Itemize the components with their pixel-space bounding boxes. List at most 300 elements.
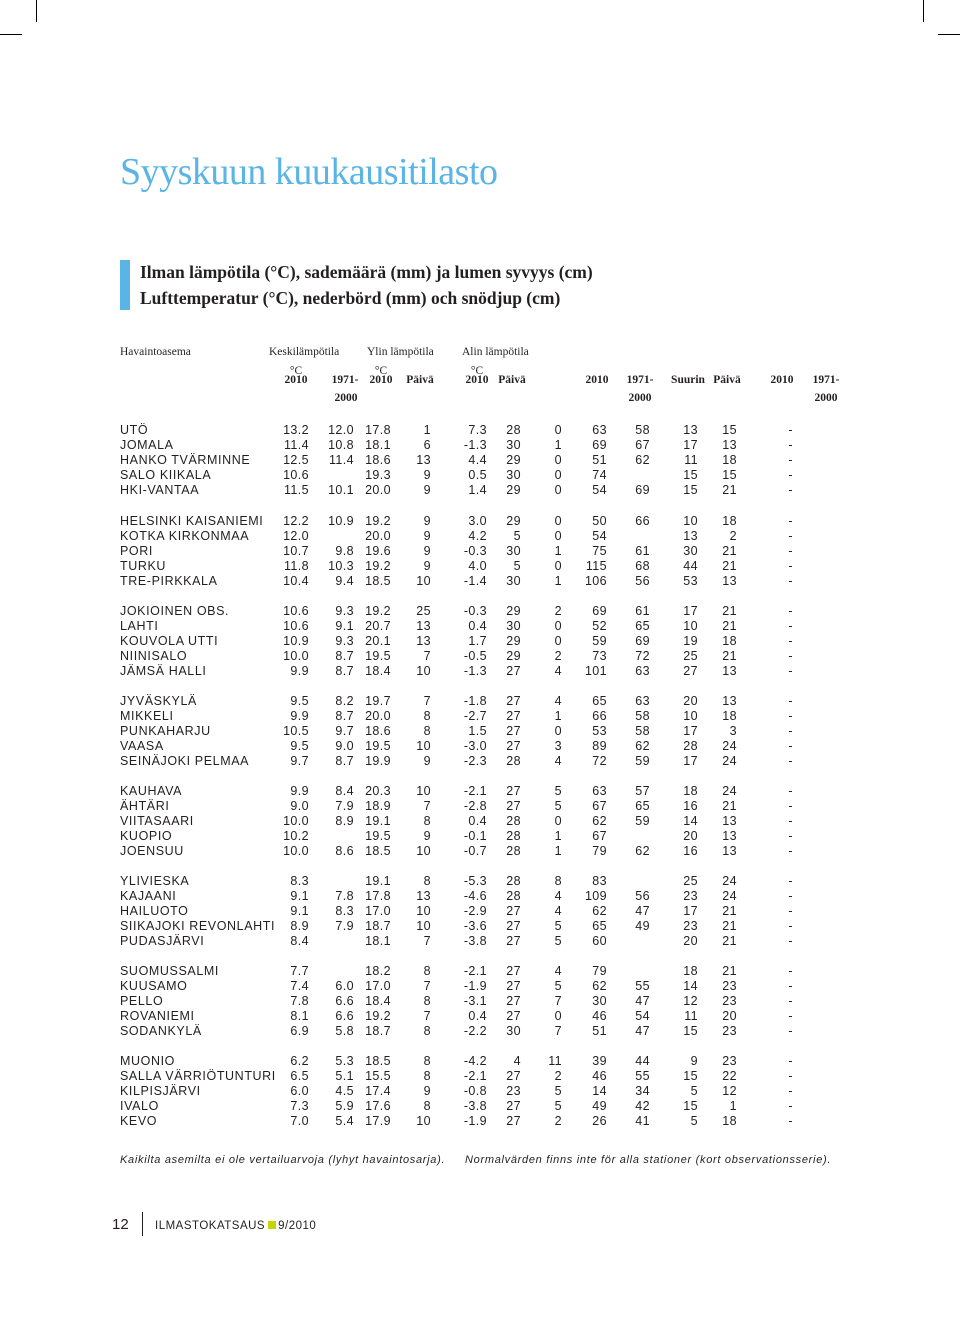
- cell-max-2010: 20.0: [365, 483, 391, 498]
- cell-col-12: 18: [722, 709, 737, 724]
- station-name: HKI-VANTAA: [120, 483, 200, 498]
- station-name: JÄMSÄ HALLI: [120, 664, 207, 679]
- cell-col-13: -: [788, 664, 793, 679]
- footnote-swedish: Normalvärden finns inte för alla stationer (kort observationsserie).: [465, 1154, 832, 1166]
- cell-mean-2010: 10.4: [283, 574, 309, 589]
- cell-col-13: -: [788, 453, 793, 468]
- cell-min-2010: -0.3: [463, 604, 487, 618]
- cell-col-11: 23: [683, 889, 698, 904]
- cell-col-11: 16: [683, 799, 698, 814]
- cell-col-12: 13: [722, 574, 737, 589]
- cell-col-8: 5: [554, 784, 562, 798]
- station-name: PUNKAHARJU: [120, 724, 211, 739]
- cell-mean-2010: 10.9: [283, 634, 309, 649]
- cell-col-11: 17: [683, 904, 698, 919]
- cell-mean-1971-2000: 8.7: [335, 709, 354, 724]
- cell-col-8: 5: [554, 934, 562, 949]
- cell-col-9: 49: [592, 1099, 607, 1114]
- cell-mean-1971-2000: 6.6: [335, 1009, 354, 1024]
- cell-col-12: 23: [722, 979, 737, 994]
- cell-col-12: 21: [722, 964, 737, 978]
- cell-mean-1971-2000: 7.9: [335, 919, 354, 934]
- cell-col-10: 47: [635, 994, 650, 1009]
- cell-max-2010: 20.0: [365, 709, 391, 724]
- cell-min-day: 27: [506, 1099, 521, 1114]
- station-name: KEVO: [120, 1114, 158, 1129]
- cell-col-10: 67: [635, 438, 650, 453]
- cell-col-12: 18: [722, 634, 737, 649]
- cell-col-10: 58: [635, 423, 650, 437]
- cell-col-12: 18: [722, 514, 737, 528]
- cell-col-8: 0: [554, 514, 562, 528]
- cell-col-12: 13: [722, 664, 737, 679]
- cell-min-2010: -2.1: [463, 784, 487, 798]
- cell-max-2010: 19.5: [365, 829, 391, 844]
- cell-col-12: 12: [722, 1084, 737, 1099]
- cell-col-11: 5: [690, 1114, 698, 1129]
- cell-mean-2010: 7.7: [290, 964, 309, 978]
- cell-mean-2010: 12.2: [283, 514, 309, 528]
- cell-mean-1971-2000: 9.3: [335, 634, 354, 649]
- cell-max-2010: 17.6: [365, 1099, 391, 1114]
- cell-min-2010: -4.6: [463, 889, 487, 904]
- cell-max-day: 25: [416, 604, 431, 618]
- crop-mark: [36, 0, 37, 22]
- page-number: 12: [112, 1216, 129, 1233]
- cell-mean-2010: 6.9: [290, 1024, 309, 1039]
- cell-col-13: -: [788, 919, 793, 934]
- station-name: PELLO: [120, 994, 164, 1009]
- cell-col-13: -: [788, 1069, 793, 1084]
- cell-col-10: 56: [635, 889, 650, 904]
- cell-col-12: 23: [722, 1054, 737, 1068]
- cell-col-9: 115: [585, 559, 607, 574]
- cell-max-day: 13: [416, 889, 431, 904]
- cell-mean-2010: 11.5: [283, 483, 309, 498]
- cell-min-day: 27: [506, 694, 521, 708]
- cell-mean-1971-2000: 8.4: [335, 784, 354, 798]
- cell-min-2010: -2.1: [463, 964, 487, 978]
- cell-mean-2010: 13.2: [283, 423, 309, 437]
- cell-col-9: 62: [592, 814, 607, 829]
- cell-col-13: -: [788, 423, 793, 437]
- cell-min-2010: -0.5: [463, 649, 487, 664]
- cell-min-2010: 0.4: [468, 814, 487, 829]
- cell-col-12: 1: [729, 1099, 737, 1114]
- cell-col-11: 17: [683, 438, 698, 453]
- cell-col-9: 101: [584, 664, 607, 679]
- cell-col-12: 21: [722, 544, 737, 559]
- cell-max-day: 7: [423, 649, 431, 664]
- cell-col-8: 0: [554, 814, 562, 829]
- cell-col-9: 39: [592, 1054, 607, 1068]
- cell-mean-1971-2000: 12.0: [328, 423, 354, 437]
- cell-min-2010: -2.2: [463, 1024, 487, 1039]
- cell-max-2010: 19.9: [365, 754, 391, 769]
- cell-col-11: 13: [683, 529, 698, 544]
- cell-min-2010: -2.7: [463, 709, 487, 724]
- cell-min-2010: -1.3: [463, 438, 487, 453]
- cell-col-9: 26: [592, 1114, 607, 1129]
- cell-max-2010: 19.1: [365, 874, 391, 888]
- cell-max-2010: 18.5: [365, 1054, 391, 1068]
- cell-mean-1971-2000: 7.9: [335, 799, 354, 814]
- cell-min-2010: 0.4: [468, 619, 487, 634]
- cell-col-11: 25: [683, 874, 698, 888]
- station-name: SODANKYLÄ: [120, 1024, 202, 1039]
- cell-min-day: 28: [506, 829, 521, 844]
- cell-col-11: 20: [683, 829, 698, 844]
- cell-col-8: 4: [554, 904, 562, 919]
- cell-col-8: 5: [554, 919, 562, 934]
- cell-mean-1971-2000: 10.9: [328, 514, 354, 528]
- cell-mean-1971-2000: 9.8: [335, 544, 354, 559]
- cell-col-13: -: [788, 619, 793, 634]
- cell-mean-1971-2000: 5.4: [335, 1114, 354, 1129]
- cell-col-10: 59: [635, 814, 650, 829]
- header-station: Havaintoasema: [120, 346, 191, 358]
- cell-col-9: 51: [592, 1024, 607, 1039]
- station-name: IVALO: [120, 1099, 159, 1114]
- header-max-temp: Ylin lämpötila: [367, 346, 434, 358]
- cell-col-13: -: [788, 694, 793, 708]
- cell-col-12: 2: [729, 529, 737, 544]
- cell-col-11: 10: [683, 709, 698, 724]
- cell-max-day: 8: [423, 709, 431, 724]
- cell-max-2010: 17.8: [365, 423, 391, 437]
- cell-col-9: 54: [592, 529, 607, 544]
- cell-min-2010: 0.4: [468, 1009, 487, 1024]
- cell-max-2010: 18.7: [365, 1024, 391, 1039]
- cell-col-13: -: [788, 904, 793, 919]
- station-name: TRE-PIRKKALA: [120, 574, 218, 589]
- cell-max-2010: 19.2: [365, 1009, 391, 1024]
- cell-mean-1971-2000: 9.4: [335, 574, 354, 589]
- cell-max-2010: 18.6: [365, 724, 391, 739]
- cell-col-10: 49: [635, 919, 650, 934]
- cell-col-10: 65: [635, 799, 650, 814]
- cell-col-12: 24: [722, 784, 737, 798]
- cell-min-2010: -0.7: [463, 844, 487, 859]
- station-name: LAHTI: [120, 619, 159, 634]
- cell-col-9: 46: [592, 1009, 607, 1024]
- cell-col-12: 13: [722, 844, 737, 859]
- header-year-2000: 2000: [814, 392, 838, 404]
- cell-col-13: -: [788, 483, 793, 498]
- subtitle-accent-bar: [120, 260, 130, 310]
- cell-min-2010: -3.8: [463, 934, 487, 949]
- cell-min-day: 30: [506, 438, 521, 453]
- cell-max-day: 9: [423, 754, 431, 769]
- cell-max-2010: 20.7: [365, 619, 391, 634]
- cell-max-day: 9: [423, 483, 431, 498]
- cell-col-10: 62: [635, 739, 650, 754]
- cell-col-8: 8: [554, 874, 562, 888]
- cell-mean-1971-2000: 9.1: [335, 619, 354, 634]
- cell-col-13: -: [788, 514, 793, 528]
- cell-col-9: 75: [592, 544, 607, 559]
- cell-mean-1971-2000: 6.0: [335, 979, 354, 994]
- cell-col-13: -: [788, 889, 793, 904]
- station-name: PORI: [120, 544, 153, 559]
- cell-col-13: -: [788, 529, 793, 544]
- cell-col-9: 69: [592, 604, 607, 618]
- station-name: SEINÄJOKI PELMAA: [120, 754, 250, 769]
- cell-col-10: 59: [635, 754, 650, 769]
- cell-min-day: 27: [506, 784, 521, 798]
- cell-col-11: 23: [683, 919, 698, 934]
- cell-mean-2010: 12.5: [283, 453, 309, 468]
- cell-min-2010: 4.0: [468, 559, 487, 574]
- cell-col-10: 65: [635, 619, 650, 634]
- cell-col-10: 63: [635, 664, 650, 679]
- header-year-2010: 2010: [770, 374, 794, 386]
- cell-mean-1971-2000: 5.8: [335, 1024, 354, 1039]
- cell-col-12: 13: [722, 438, 737, 453]
- cell-mean-1971-2000: 11.4: [328, 453, 354, 468]
- cell-col-11: 17: [683, 604, 698, 618]
- header-year-1971: 1971-: [331, 374, 359, 386]
- cell-max-day: 8: [423, 1069, 431, 1084]
- cell-col-10: 47: [635, 1024, 650, 1039]
- cell-col-8: 5: [554, 1084, 562, 1099]
- cell-max-day: 10: [416, 1114, 431, 1129]
- cell-min-day: 27: [506, 904, 521, 919]
- cell-col-9: 30: [592, 994, 607, 1009]
- cell-mean-2010: 7.3: [290, 1099, 309, 1114]
- cell-max-day: 1: [423, 423, 431, 437]
- cell-min-day: 29: [506, 604, 521, 618]
- station-name: SALO KIIKALA: [120, 468, 212, 483]
- cell-max-2010: 19.2: [365, 604, 391, 618]
- cell-mean-2010: 11.4: [283, 438, 309, 453]
- station-name: JOMALA: [120, 438, 174, 453]
- cell-col-8: 2: [554, 1114, 562, 1129]
- cell-col-13: -: [788, 438, 793, 453]
- cell-min-day: 27: [506, 979, 521, 994]
- station-name: KAJAANI: [120, 889, 177, 904]
- cell-min-day: 30: [506, 468, 521, 483]
- cell-mean-2010: 10.2: [283, 829, 309, 844]
- station-name: KILPISJÄRVI: [120, 1084, 201, 1099]
- header-min-temp: Alin lämpötila: [462, 346, 529, 358]
- cell-mean-2010: 8.3: [290, 874, 309, 888]
- cell-min-day: 29: [506, 649, 521, 664]
- cell-min-day: 28: [506, 874, 521, 888]
- cell-col-10: 42: [635, 1099, 650, 1114]
- cell-max-2010: 20.3: [365, 784, 391, 798]
- cell-col-12: 13: [722, 829, 737, 844]
- cell-max-2010: 19.5: [365, 739, 391, 754]
- cell-col-8: 1: [554, 574, 562, 589]
- header-largest: Suurin: [671, 374, 705, 386]
- cell-min-day: 30: [506, 544, 521, 559]
- cell-col-9: 106: [584, 574, 607, 589]
- cell-min-day: 27: [506, 724, 521, 739]
- header-unit-c: °C: [470, 365, 484, 377]
- cell-col-10: 61: [635, 544, 650, 559]
- cell-col-12: 21: [722, 649, 737, 664]
- cell-col-11: 15: [683, 1099, 698, 1114]
- cell-max-2010: 18.6: [365, 453, 391, 468]
- cell-max-2010: 19.5: [365, 649, 391, 664]
- cell-col-11: 16: [683, 844, 698, 859]
- station-name: KUUSAMO: [120, 979, 188, 994]
- station-name: HANKO TVÄRMINNE: [120, 453, 251, 468]
- cell-col-11: 20: [683, 934, 698, 949]
- cell-min-2010: -2.8: [463, 799, 487, 814]
- cell-min-day: 27: [506, 799, 521, 814]
- cell-max-2010: 18.5: [365, 844, 391, 859]
- cell-min-day: 29: [506, 483, 521, 498]
- cell-col-11: 5: [690, 1084, 698, 1099]
- cell-min-2010: 3.0: [468, 514, 487, 528]
- cell-mean-2010: 9.7: [290, 754, 309, 769]
- cell-min-day: 30: [506, 574, 521, 589]
- footer-divider: [142, 1212, 143, 1236]
- cell-col-9: 46: [592, 1069, 607, 1084]
- cell-max-day: 9: [423, 559, 431, 574]
- cell-max-2010: 19.7: [365, 694, 391, 708]
- cell-col-11: 14: [683, 979, 698, 994]
- cell-mean-2010: 9.1: [290, 889, 309, 904]
- cell-col-9: 89: [592, 739, 607, 754]
- cell-col-12: 24: [722, 739, 737, 754]
- cell-col-9: 59: [592, 634, 607, 649]
- cell-col-12: 21: [722, 799, 737, 814]
- cell-col-13: -: [788, 1009, 793, 1024]
- cell-max-day: 8: [423, 1054, 431, 1068]
- cell-min-day: 29: [506, 514, 521, 528]
- cell-max-day: 7: [423, 799, 431, 814]
- cell-col-12: 20: [722, 1009, 737, 1024]
- cell-max-day: 9: [423, 514, 431, 528]
- cell-min-2010: 1.4: [468, 483, 487, 498]
- cell-max-day: 9: [423, 468, 431, 483]
- cell-col-9: 66: [592, 709, 607, 724]
- cell-col-10: 55: [635, 979, 650, 994]
- header-year-2010: 2010: [284, 374, 308, 386]
- cell-max-2010: 19.6: [365, 544, 391, 559]
- cell-col-8: 0: [554, 724, 562, 739]
- cell-min-2010: -5.3: [463, 874, 487, 888]
- cell-col-10: 54: [635, 1009, 650, 1024]
- cell-max-day: 8: [423, 964, 431, 978]
- page-title: Syyskuun kuukausitilasto: [120, 151, 498, 193]
- cell-col-9: 14: [592, 1084, 607, 1099]
- cell-max-day: 9: [423, 544, 431, 559]
- cell-max-2010: 18.5: [365, 574, 391, 589]
- cell-col-9: 73: [592, 649, 607, 664]
- cell-max-day: 8: [423, 814, 431, 829]
- cell-min-2010: -1.3: [463, 664, 487, 679]
- cell-col-13: -: [788, 1084, 793, 1099]
- cell-col-8: 2: [554, 1069, 562, 1084]
- cell-mean-2010: 6.5: [290, 1069, 309, 1084]
- cell-col-9: 79: [592, 844, 607, 859]
- cell-col-9: 62: [592, 904, 607, 919]
- cell-col-12: 24: [722, 754, 737, 769]
- cell-min-2010: -2.3: [463, 754, 487, 769]
- cell-col-12: 3: [729, 724, 737, 739]
- cell-min-day: 5: [513, 529, 521, 544]
- cell-col-10: 66: [635, 514, 650, 528]
- cell-col-13: -: [788, 1114, 793, 1129]
- cell-max-2010: 20.1: [365, 634, 391, 649]
- cell-mean-1971-2000: 8.2: [335, 694, 354, 708]
- cell-min-day: 23: [506, 1084, 521, 1099]
- cell-col-8: 0: [554, 619, 562, 634]
- cell-col-8: 7: [554, 1024, 562, 1039]
- cell-col-9: 83: [592, 874, 607, 888]
- cell-mean-1971-2000: 4.5: [335, 1084, 354, 1099]
- cell-mean-2010: 8.9: [290, 919, 309, 934]
- cell-col-12: 13: [722, 814, 737, 829]
- cell-mean-1971-2000: 8.6: [335, 844, 354, 859]
- cell-col-13: -: [788, 739, 793, 754]
- cell-col-9: 60: [592, 934, 607, 949]
- header-day: Päivä: [713, 374, 741, 386]
- cell-col-10: 61: [635, 604, 650, 618]
- cell-mean-1971-2000: 8.3: [335, 904, 354, 919]
- crop-mark: [923, 0, 924, 22]
- station-name: YLIVIESKA: [120, 874, 190, 888]
- cell-col-12: 24: [722, 874, 737, 888]
- cell-mean-2010: 7.8: [290, 994, 309, 1009]
- header-year-1971: 1971-: [626, 374, 654, 386]
- cell-mean-2010: 12.0: [283, 529, 309, 544]
- cell-col-10: 44: [635, 1054, 650, 1068]
- cell-max-2010: 17.0: [365, 979, 391, 994]
- cell-mean-2010: 10.6: [283, 619, 309, 634]
- crop-mark: [0, 34, 22, 35]
- cell-max-day: 8: [423, 1099, 431, 1114]
- station-name: JOENSUU: [120, 844, 184, 859]
- cell-max-day: 7: [423, 1009, 431, 1024]
- cell-col-13: -: [788, 994, 793, 1009]
- cell-max-day: 9: [423, 1084, 431, 1099]
- cell-col-10: 56: [635, 574, 650, 589]
- cell-col-8: 1: [554, 544, 562, 559]
- cell-col-9: 79: [592, 964, 607, 978]
- cell-max-2010: 18.1: [365, 934, 391, 949]
- magazine-footer: [155, 1220, 316, 1232]
- header-unit-c: °C: [374, 365, 388, 377]
- cell-mean-2010: 9.5: [290, 694, 309, 708]
- cell-max-day: 10: [416, 784, 431, 798]
- cell-min-day: 5: [513, 559, 521, 574]
- cell-col-8: 4: [554, 694, 562, 708]
- cell-col-9: 50: [592, 514, 607, 528]
- cell-col-8: 3: [554, 739, 562, 754]
- cell-min-2010: -2.9: [463, 904, 487, 919]
- cell-col-11: 20: [683, 694, 698, 708]
- cell-mean-1971-2000: 8.7: [335, 664, 354, 679]
- cell-col-8: 0: [554, 483, 562, 498]
- cell-mean-2010: 9.9: [290, 664, 309, 679]
- cell-mean-1971-2000: 6.6: [335, 994, 354, 1009]
- magazine-square-icon: [268, 1221, 276, 1229]
- cell-max-2010: 18.2: [365, 964, 391, 978]
- cell-col-11: 15: [683, 1024, 698, 1039]
- cell-min-2010: -0.8: [463, 1084, 487, 1099]
- cell-mean-1971-2000: 10.3: [328, 559, 354, 574]
- cell-max-2010: 17.9: [365, 1114, 391, 1129]
- cell-col-12: 21: [722, 604, 737, 618]
- cell-min-2010: -1.4: [463, 574, 487, 589]
- cell-min-2010: -0.3: [463, 544, 487, 559]
- cell-col-12: 24: [722, 889, 737, 904]
